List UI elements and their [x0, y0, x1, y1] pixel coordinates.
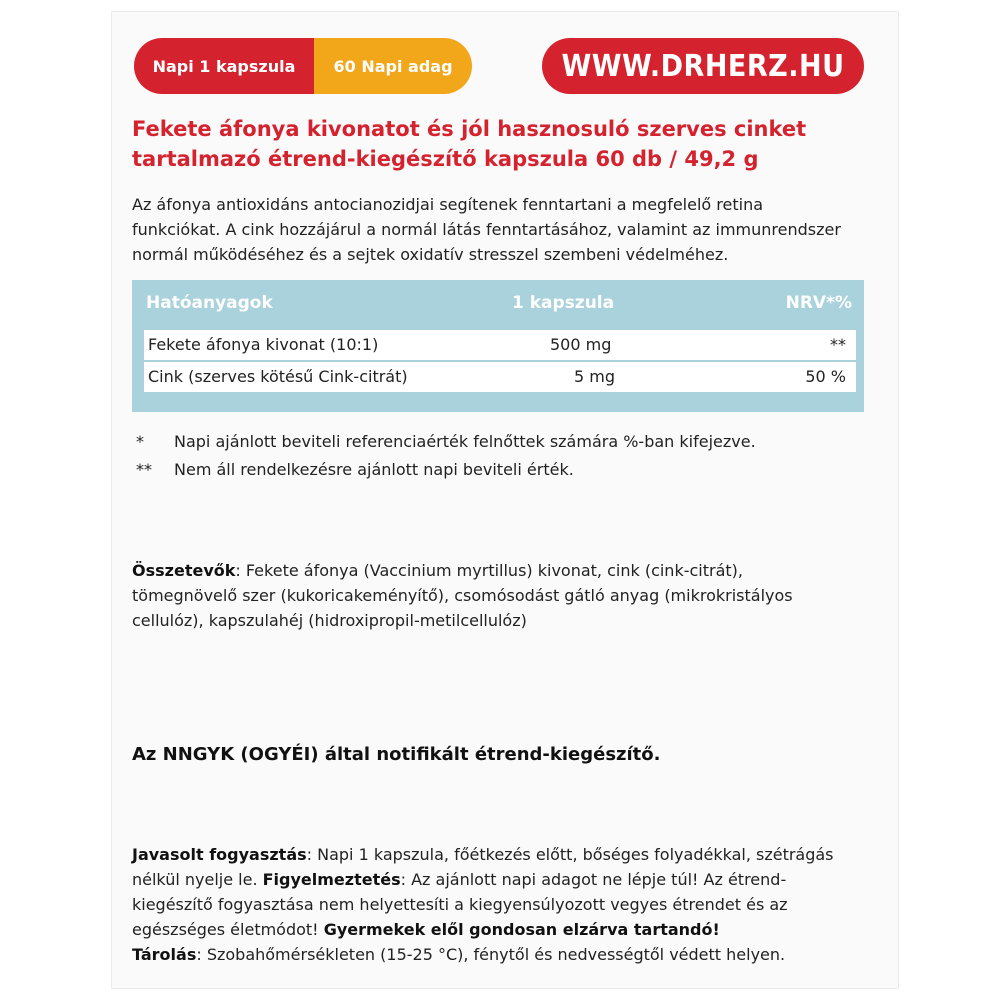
- notification-statement: Az NNGYK (OGYÉI) által notifikált étrend-kiegészítő.: [132, 744, 661, 765]
- storage-label: Tárolás: [132, 945, 197, 964]
- storage-text: : Szobahőmérsékleten (15-25 °C), fénytől és nedvességtől védett helyen.: [196, 945, 786, 964]
- usage-text: : Napi 1 kapszula, főétkezés előtt, bőséges folyadékkal, szétrágás nélkül nyelje le.: [132, 845, 834, 889]
- ingredient-nrv: 50 %: [805, 367, 846, 386]
- usage-section: [132, 842, 852, 967]
- warning-label: Figyelmeztetés: [262, 870, 401, 889]
- usage-label: Javasolt fogyasztás: [132, 845, 307, 864]
- footnote-mark: *: [136, 432, 144, 451]
- ingredients-label: Összetevők: [132, 561, 236, 580]
- header-nrv: NRV*%: [785, 293, 852, 313]
- product-title-line-1: Fekete áfonya kivonatot és jól hasznosuló szerves cinket: [132, 117, 807, 141]
- description-line-1: Az áfonya antioxidáns antocianozidjai segítenek fenntartani a megfelelő retina: [132, 195, 764, 214]
- nutrition-table: [132, 280, 864, 412]
- daily-dose-badge: Napi 1 kapszula: [134, 38, 314, 94]
- servings-badge: 60 Napi adag: [314, 38, 472, 94]
- table-row: [144, 362, 856, 392]
- footnote-mark: **: [136, 460, 152, 479]
- header-per-capsule: 1 kapszula: [512, 293, 615, 313]
- product-title-line-2: tartalmazó étrend-kiegészítő kapszula 60 db / 49,2 g: [132, 147, 759, 171]
- children-warning: Gyermekek elől gondosan elzárva tartandó!: [323, 920, 720, 939]
- ingredient-name: Cink (szerves kötésű Cink-citrát): [148, 367, 408, 386]
- ingredient-name: Fekete áfonya kivonat (10:1): [148, 335, 379, 354]
- product-label: [112, 12, 898, 988]
- product-title: [132, 114, 872, 174]
- product-description: [132, 192, 882, 267]
- ingredient-amount: 5 mg: [574, 367, 616, 386]
- warning-text: : Az ajánlott napi adagot ne lépje túl! Az étrend-kiegészítő fogyasztása nem helyettesíti a kiegyensúlyozott vegyes étrendet és az egészséges életmódot!: [132, 870, 788, 939]
- ingredient-nrv: **: [830, 335, 846, 354]
- ingredients-text: : Fekete áfonya (Vaccinium myrtillus) kivonat, cink (cink-citrát), tömegnövelő szer (kukoricakeményítő), csomósodást gátló anyag (mikrokristályos cellulóz), kapszulahéj (hidroxipropil-metilcellulóz): [132, 561, 793, 630]
- dose-badge: [134, 38, 472, 94]
- table-row: [144, 330, 856, 360]
- ingredient-amount: 500 mg: [550, 335, 612, 354]
- footnote-text: Napi ajánlott beviteli referenciaérték felnőttek számára %-ban kifejezve.: [174, 432, 756, 451]
- description-line-3: normál működéséhez és a sejtek oxidatív stresszel szembeni védelméhez.: [132, 245, 729, 264]
- ingredients-section: [132, 558, 852, 633]
- header-active-ingredients: Hatóanyagok: [146, 293, 273, 313]
- footnote-text: Nem áll rendelkezésre ajánlott napi beviteli érték.: [174, 460, 574, 479]
- website-link[interactable]: WWW.DRHERZ.HU: [542, 38, 864, 94]
- description-line-2: funkciókat. A cink hozzájárul a normál látás fenntartásához, valamint az immunrendszer: [132, 220, 841, 239]
